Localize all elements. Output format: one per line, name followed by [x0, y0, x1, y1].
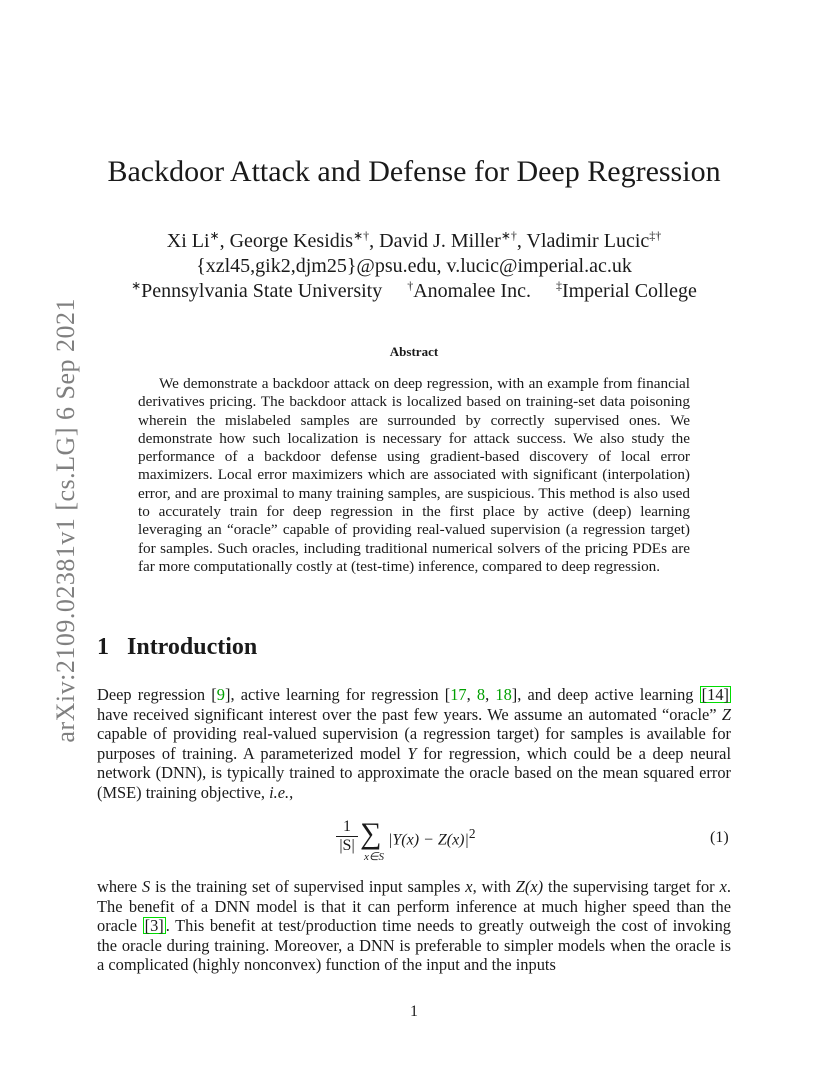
summation-symbol: ∑ — [360, 817, 382, 850]
author-names — [0, 229, 828, 254]
author-affiliation-mark: ∗† — [353, 228, 370, 243]
citation-link[interactable]: [14] — [701, 685, 729, 704]
text-run: , with — [472, 877, 516, 896]
author-name: , George Kesidis — [219, 230, 354, 252]
abstract-heading: Abstract — [389, 344, 439, 359]
math-symbol: Z(x) — [515, 877, 544, 896]
author-emails: {xzl45,gik2,djm25}@psu.edu, v.lucic@imperial.ac.uk — [196, 255, 632, 277]
author-name: , Vladimir Lucic — [516, 230, 650, 252]
text-run: for regression, which could be a deep neural network (DNN), is typically trained to approximate the oracle based on the mean squared error (MSE) training objective, — [97, 743, 731, 802]
text-run: capable of providing real-valued supervision (a regression target) for samples is available for purposes of training. A parameterized model — [97, 724, 731, 763]
author-affiliation-mark: ‡† — [649, 228, 662, 243]
author-name: , David J. Miller — [369, 230, 501, 252]
intro-paragraph — [97, 877, 731, 975]
summation-subscript: x∈S — [364, 851, 384, 863]
author-affiliation-mark: ∗† — [500, 228, 517, 243]
citation-link[interactable]: 18 — [495, 685, 512, 704]
text-run: the supervising target for — [543, 877, 720, 896]
author-block — [0, 229, 828, 304]
emphasis: i.e. — [269, 782, 290, 802]
equation-expression — [388, 826, 476, 849]
citation-link[interactable]: 8 — [476, 685, 486, 704]
text-run: , — [466, 685, 477, 704]
math-symbol: Y — [407, 743, 417, 763]
paper-title: Backdoor Attack and Defense for Deep Regression — [107, 155, 721, 188]
citation-link[interactable]: 17 — [450, 685, 467, 704]
text-run: , — [289, 782, 294, 802]
citation-link[interactable]: 9 — [216, 685, 225, 704]
expression-text: |Y(x) − Z(x)| — [388, 831, 469, 849]
affiliation-mark: ‡ — [555, 278, 562, 293]
fraction-denominator: |S| — [339, 837, 355, 854]
arxiv-identifier-stamp: arXiv:2109.02381v1 [cs.LG] 6 Sep 2021 — [51, 298, 80, 743]
affiliation: Anomalee Inc. — [413, 280, 531, 302]
text-run: . This benefit at test/production time needs to greatly outweigh the cost of invoking the oracle during training. Moreover, a DNN is preferable to simpler models when the oracle is a complicated (highly nonconvex) function of the input and the inputs — [97, 916, 731, 974]
affiliations — [0, 279, 828, 304]
math-symbol: x — [465, 877, 473, 896]
page-number: 1 — [410, 1003, 418, 1020]
author-name: Xi Li — [166, 230, 210, 252]
section-heading — [97, 634, 257, 661]
fraction-numerator: 1 — [336, 818, 358, 837]
equation-number: (1) — [710, 829, 729, 846]
text-run: have received significant interest over the past few years. We assume an automated “oracle” — [97, 704, 722, 724]
affiliation-mark: † — [407, 278, 414, 293]
affiliation: Imperial College — [561, 280, 697, 302]
affiliation: Pennsylvania State University — [141, 280, 383, 302]
text-run: , — [485, 685, 496, 704]
intro-paragraph — [97, 685, 731, 802]
text-run: Deep regression [ — [97, 685, 217, 704]
citation-link[interactable]: [3] — [144, 916, 164, 935]
math-symbol: S — [142, 877, 151, 896]
text-run: is the training set of supervised input samples — [150, 877, 466, 896]
text-run: where — [97, 877, 143, 896]
text-run: . The benefit of a DNN model is that it can perform inference at much higher speed than the oracle — [97, 877, 732, 935]
text-run: ], and deep active learning — [511, 685, 700, 704]
exponent: 2 — [468, 826, 476, 841]
affiliation-mark: ∗ — [131, 278, 142, 293]
math-symbol: x — [719, 877, 727, 896]
math-symbol: Z — [721, 704, 731, 724]
abstract-text: We demonstrate a backdoor attack on deep regression, with an example from financial derivatives pricing. The backdoor attack is localized based on training-set data poisoning wherein the mislabeled samples are surrounded by correctly supervised ones. We demonstrate how such localization is necessary for attack success. We also study the performance of a backdoor defense using gradient-based discovery of local error maximizers. Local error maximizers which are associated with significant (interpolation) error, and are proximal to many training samples, are suspicious. This method is also used to accurately train for deep regression in the first place by active (deep) learning leveraging an “oracle” capable of providing real-valued supervision (a regression target) for samples. Such oracles, including traditional numerical solvers of the pricing PDEs are far more computationally costly at (test-time) inference, compared to deep regression. — [138, 375, 690, 575]
equation-1 — [0, 815, 828, 865]
section-title: Introduction — [127, 634, 258, 660]
equation-fraction — [336, 818, 358, 855]
author-affiliation-mark: ∗ — [209, 228, 220, 243]
section-number: 1 — [97, 634, 109, 660]
text-run: ], active learning for regression [ — [224, 685, 451, 704]
